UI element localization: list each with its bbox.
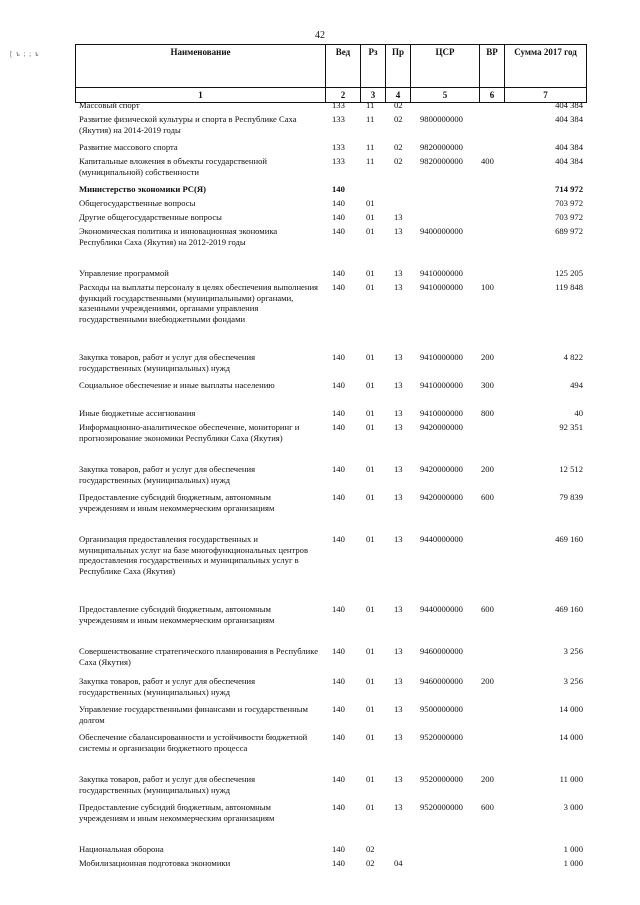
cell-pr: 13 — [394, 408, 403, 418]
cell-rz: 01 — [366, 676, 375, 686]
cell-sum: 703 972 — [555, 198, 583, 208]
cell-pr: 13 — [394, 646, 403, 656]
col-header-name: Наименование — [76, 45, 326, 88]
cell-rz: 01 — [366, 646, 375, 656]
cell-sum: 3 256 — [563, 676, 583, 686]
cell-ved: 140 — [332, 380, 345, 390]
cell-pr: 13 — [394, 492, 403, 502]
cell-sum: 14 000 — [559, 732, 583, 742]
cell-name: Закупка товаров, работ и услуг для обеспечения государственных (муниципальных) нужд — [79, 676, 256, 697]
cell-csr: 9410000000 — [420, 282, 463, 292]
col-header-vr: ВР — [480, 45, 505, 88]
cell-vr: 300 — [481, 380, 494, 390]
cell-ved: 140 — [332, 408, 345, 418]
cell-sum: 119 848 — [555, 282, 583, 292]
cell-csr: 9440000000 — [420, 604, 463, 614]
cell-sum: 703 972 — [555, 212, 583, 222]
cell-sum: 11 000 — [559, 774, 583, 784]
cell-rz: 11 — [366, 100, 375, 110]
cell-ved: 140 — [332, 534, 345, 544]
cell-ved: 140 — [332, 732, 345, 742]
cell-csr: 9460000000 — [420, 646, 463, 656]
cell-pr: 13 — [394, 732, 403, 742]
cell-pr: 13 — [394, 604, 403, 614]
cell-rz: 01 — [366, 732, 375, 742]
cell-name: Иные бюджетные ассигнования — [79, 408, 196, 418]
cell-pr: 02 — [394, 156, 403, 166]
col-number: 2 — [326, 88, 361, 103]
cell-sum: 40 — [574, 408, 583, 418]
cell-sum: 92 351 — [559, 422, 583, 432]
cell-csr: 9410000000 — [420, 408, 463, 418]
cell-sum: 404 384 — [555, 156, 583, 166]
cell-pr: 13 — [394, 282, 403, 292]
cell-pr: 13 — [394, 534, 403, 544]
col-number: 7 — [505, 88, 587, 103]
cell-ved: 140 — [332, 464, 345, 474]
col-header-sum: Сумма 2017 год — [505, 45, 587, 88]
col-header-csr: ЦСР — [411, 45, 480, 88]
cell-name: Закупка товаров, работ и услуг для обеспечения государственных (муниципальных) нужд — [79, 464, 256, 485]
cell-csr: 9820000000 — [420, 142, 463, 152]
cell-name: Закупка товаров, работ и услуг для обеспечения государственных (муниципальных) нужд — [79, 774, 256, 795]
cell-rz: 01 — [366, 380, 375, 390]
col-number: 1 — [76, 88, 326, 103]
cell-rz: 02 — [366, 858, 375, 868]
cell-rz: 01 — [366, 226, 375, 236]
col-header-ved: Вед — [326, 45, 361, 88]
cell-pr: 13 — [394, 268, 403, 278]
cell-ved: 140 — [332, 858, 345, 868]
cell-sum: 1 000 — [563, 844, 583, 854]
cell-sum: 404 384 — [555, 100, 583, 110]
cell-csr: 9420000000 — [420, 422, 463, 432]
cell-vr: 100 — [481, 282, 494, 292]
cell-csr: 9400000000 — [420, 226, 463, 236]
cell-sum: 404 384 — [555, 142, 583, 152]
cell-rz: 02 — [366, 844, 375, 854]
cell-csr: 9440000000 — [420, 534, 463, 544]
cell-name: Предоставление субсидий бюджетным, автономным учреждениям и иным некоммерческим организациям — [79, 604, 275, 625]
cell-sum: 79 839 — [559, 492, 583, 502]
cell-rz: 01 — [366, 198, 375, 208]
cell-vr: 600 — [481, 604, 494, 614]
cell-pr: 13 — [394, 704, 403, 714]
cell-csr: 9800000000 — [420, 114, 463, 124]
cell-pr: 13 — [394, 352, 403, 362]
cell-pr: 02 — [394, 142, 403, 152]
cell-ved: 140 — [332, 704, 345, 714]
cell-sum: 12 512 — [559, 464, 583, 474]
cell-name: Мобилизационная подготовка экономики — [79, 858, 231, 868]
cell-name: Организация предоставления государственных и муниципальных услуг на базе многофункциональных центров предоставления государственных и муниципальных услуг в Республике Саха (Якутия) — [79, 534, 309, 576]
cell-pr: 13 — [394, 802, 403, 812]
cell-ved: 140 — [332, 646, 345, 656]
cell-ved: 140 — [332, 268, 345, 278]
cell-sum: 404 384 — [555, 114, 583, 124]
col-number: 3 — [361, 88, 386, 103]
cell-rz: 01 — [366, 212, 375, 222]
cell-csr: 9520000000 — [420, 802, 463, 812]
cell-sum: 14 000 — [559, 704, 583, 714]
cell-name: Другие общегосударственные вопросы — [79, 212, 222, 222]
cell-pr: 13 — [394, 422, 403, 432]
cell-sum: 1 000 — [563, 858, 583, 868]
cell-sum: 469 160 — [555, 534, 583, 544]
cell-vr: 400 — [481, 156, 494, 166]
cell-name: Расходы на выплаты персоналу в целях обеспечения выполнения функций государственными (муниципальными) органами, казенными учреждениями, органами управления государственными внебюджетными фондами — [79, 282, 319, 324]
page-number: 42 — [315, 30, 325, 41]
cell-ved: 133 — [332, 114, 345, 124]
cell-rz: 11 — [366, 142, 375, 152]
cell-vr: 200 — [481, 352, 494, 362]
cell-name: Обеспечение сбалансированности и устойчивости бюджетной системы и организации бюджетного процесса — [79, 732, 308, 753]
cell-csr: 9520000000 — [420, 732, 463, 742]
cell-vr: 600 — [481, 802, 494, 812]
cell-sum: 3 000 — [563, 802, 583, 812]
cell-name: Капитальные вложения в объекты государственной (муниципальной) собственности — [79, 156, 267, 177]
cell-pr: 13 — [394, 380, 403, 390]
cell-name: Информационно-аналитическое обеспечение, мониторинг и прогнозирование экономики Республики Саха (Якутия) — [79, 422, 300, 443]
cell-rz: 01 — [366, 422, 375, 432]
cell-name: Предоставление субсидий бюджетным, автономным учреждениям и иным некоммерческим организациям — [79, 802, 275, 823]
cell-rz: 01 — [366, 282, 375, 292]
cell-name: Социальное обеспечение и иные выплаты населению — [79, 380, 275, 390]
cell-ved: 140 — [332, 676, 345, 686]
cell-name: Закупка товаров, работ и услуг для обеспечения государственных (муниципальных) нужд — [79, 352, 256, 373]
cell-rz: 11 — [366, 114, 375, 124]
cell-name: Совершенствование стратегического планирования в Республике Саха (Якутия) — [79, 646, 319, 667]
cell-sum: 4 822 — [563, 352, 583, 362]
margin-mark: [ ъ ; ; ъ — [10, 50, 40, 58]
cell-sum: 3 256 — [563, 646, 583, 656]
cell-ved: 140 — [332, 774, 345, 784]
cell-ved: 140 — [332, 282, 345, 292]
cell-ved: 133 — [332, 142, 345, 152]
col-number: 4 — [386, 88, 411, 103]
cell-ved: 133 — [332, 100, 345, 110]
cell-csr: 9420000000 — [420, 492, 463, 502]
cell-ved: 140 — [332, 212, 345, 222]
cell-name: Развитие физической культуры и спорта в Республике Саха (Якутия) на 2014-2019 годы — [79, 114, 297, 135]
cell-ved: 140 — [332, 422, 345, 432]
cell-ved: 140 — [332, 492, 345, 502]
cell-ved: 140 — [332, 198, 345, 208]
cell-ved: 140 — [332, 604, 345, 614]
cell-rz: 01 — [366, 774, 375, 784]
cell-rz: 01 — [366, 492, 375, 502]
cell-sum: 714 972 — [555, 184, 583, 194]
cell-name: Общегосударственные вопросы — [79, 198, 196, 208]
cell-rz: 01 — [366, 352, 375, 362]
cell-sum: 494 — [570, 380, 583, 390]
cell-sum: 469 160 — [555, 604, 583, 614]
cell-rz: 01 — [366, 534, 375, 544]
cell-ved: 140 — [332, 184, 345, 194]
cell-pr: 13 — [394, 676, 403, 686]
cell-ved: 140 — [332, 352, 345, 362]
col-header-pr: Пр — [386, 45, 411, 88]
cell-sum: 125 205 — [555, 268, 583, 278]
cell-csr: 9410000000 — [420, 380, 463, 390]
col-number: 6 — [480, 88, 505, 103]
cell-pr: 04 — [394, 858, 403, 868]
cell-csr: 9820000000 — [420, 156, 463, 166]
cell-pr: 02 — [394, 100, 403, 110]
cell-pr: 13 — [394, 774, 403, 784]
cell-rz: 01 — [366, 604, 375, 614]
cell-ved: 140 — [332, 226, 345, 236]
cell-vr: 200 — [481, 464, 494, 474]
cell-csr: 9460000000 — [420, 676, 463, 686]
cell-csr: 9420000000 — [420, 464, 463, 474]
cell-ved: 140 — [332, 802, 345, 812]
cell-name: Экономическая политика и инновационная экономика Республики Саха (Якутия) на 2012-2019 годы — [79, 226, 278, 247]
cell-pr: 13 — [394, 464, 403, 474]
cell-vr: 200 — [481, 774, 494, 784]
cell-csr: 9410000000 — [420, 352, 463, 362]
cell-pr: 13 — [394, 226, 403, 236]
cell-name: Развитие массового спорта — [79, 142, 178, 152]
cell-csr: 9500000000 — [420, 704, 463, 714]
cell-rz: 01 — [366, 408, 375, 418]
cell-ved: 133 — [332, 156, 345, 166]
cell-pr: 02 — [394, 114, 403, 124]
cell-name: Предоставление субсидий бюджетным, автономным учреждениям и иным некоммерческим организациям — [79, 492, 275, 513]
cell-csr: 9520000000 — [420, 774, 463, 784]
cell-name: Управление программой — [79, 268, 169, 278]
cell-name: Национальная оборона — [79, 844, 164, 854]
cell-vr: 600 — [481, 492, 494, 502]
cell-rz: 11 — [366, 156, 375, 166]
cell-rz: 01 — [366, 704, 375, 714]
cell-rz: 01 — [366, 802, 375, 812]
cell-name: Массовый спорт — [79, 100, 140, 110]
cell-rz: 01 — [366, 464, 375, 474]
col-number: 5 — [411, 88, 480, 103]
col-header-rz: Рз — [361, 45, 386, 88]
cell-ved: 140 — [332, 844, 345, 854]
cell-sum: 689 972 — [555, 226, 583, 236]
cell-rz: 01 — [366, 268, 375, 278]
cell-vr: 800 — [481, 408, 494, 418]
cell-csr: 9410000000 — [420, 268, 463, 278]
cell-name: Министерство экономики РС(Я) — [79, 184, 206, 194]
cell-vr: 200 — [481, 676, 494, 686]
cell-pr: 13 — [394, 212, 403, 222]
cell-name: Управление государственными финансами и государственным долгом — [79, 704, 308, 725]
